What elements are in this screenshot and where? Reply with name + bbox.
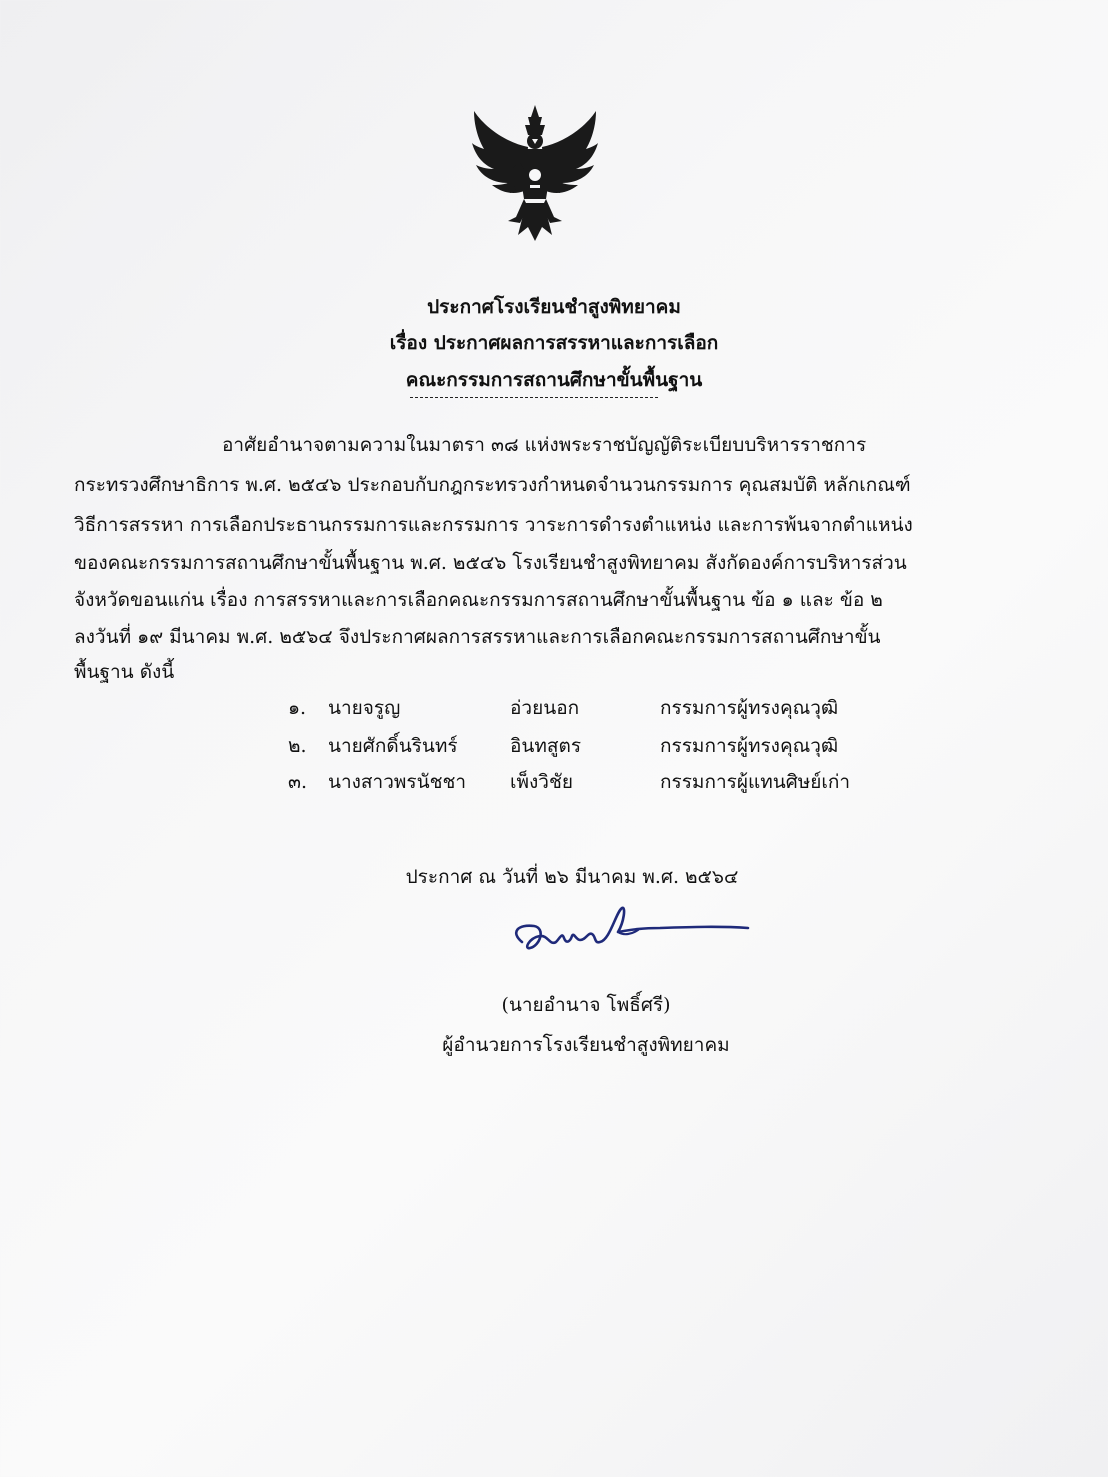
garuda-emblem-icon: [468, 103, 602, 243]
member-name: นางสาวพรนัชชา: [328, 771, 467, 793]
body-line: ของคณะกรรมการสถานศึกษาขั้นพื้นฐาน พ.ศ. ๒๕๔๖ โรงเรียนชำสูงพิทยาคม สังกัดองค์การบริหารส่วน: [74, 552, 907, 574]
member-role: กรรมการผู้แทนศิษย์เก่า: [660, 771, 851, 793]
member-number: ๒.: [288, 735, 307, 757]
signer-title: ผู้อำนวยการโรงเรียนชำสูงพิทยาคม: [442, 1034, 730, 1056]
member-surname: อ่วยนอก: [510, 697, 580, 719]
body-line: จังหวัดขอนแก่น เรื่อง การสรรหาและการเลือกคณะกรรมการสถานศึกษาขั้นพื้นฐาน ข้อ ๑ และ ข้อ ๒: [74, 589, 883, 611]
handwritten-signature: [500, 902, 750, 962]
body-line: อาศัยอำนาจตามความในมาตรา ๓๘ แห่งพระราชบัญญัติระเบียบบริหารราชการ: [222, 434, 867, 456]
member-row: [0, 731, 1108, 761]
member-role: กรรมการผู้ทรงคุณวุฒิ: [660, 735, 839, 757]
header-divider: [410, 397, 658, 398]
member-row: [0, 767, 1108, 797]
member-number: ๑.: [288, 697, 307, 719]
body-line: กระทรวงศึกษาธิการ พ.ศ. ๒๕๔๖ ประกอบกับกฎกระทรวงกำหนดจำนวนกรรมการ คุณสมบัติ หลักเกณฑ์: [74, 474, 911, 496]
member-name: นายจรูญ: [328, 697, 401, 719]
announcement-subject: เรื่อง ประกาศผลการสรรหาและการเลือก: [389, 332, 719, 354]
body-line: พื้นฐาน ดังนี้: [74, 661, 175, 683]
announcement-issuer: ประกาศโรงเรียนชำสูงพิทยาคม: [427, 296, 681, 318]
member-surname: อินทสูตร: [510, 735, 582, 757]
body-line: ลงวันที่ ๑๙ มีนาคม พ.ศ. ๒๕๖๔ จึงประกาศผลการสรรหาและการเลือกคณะกรรมการสถานศึกษาขั้น: [74, 626, 881, 648]
member-role: กรรมการผู้ทรงคุณวุฒิ: [660, 697, 839, 719]
member-surname: เพ็งวิชัย: [510, 771, 573, 793]
member-row: [0, 693, 1108, 723]
member-name: นายศักดิ์นรินทร์: [328, 735, 458, 757]
announcement-date: ประกาศ ณ วันที่ ๒๖ มีนาคม พ.ศ. ๒๕๖๔: [405, 866, 739, 888]
body-line: วิธีการสรรหา การเลือกประธานกรรมการและกรรมการ วาระการดำรงตำแหน่ง และการพ้นจากตำแหน่ง: [74, 514, 913, 536]
announcement-subject-cont: คณะกรรมการสถานศึกษาขั้นพื้นฐาน: [405, 369, 703, 391]
signer-name: (นายอำนาจ โพธิ์ศรี): [501, 994, 671, 1016]
member-number: ๓.: [288, 771, 308, 793]
